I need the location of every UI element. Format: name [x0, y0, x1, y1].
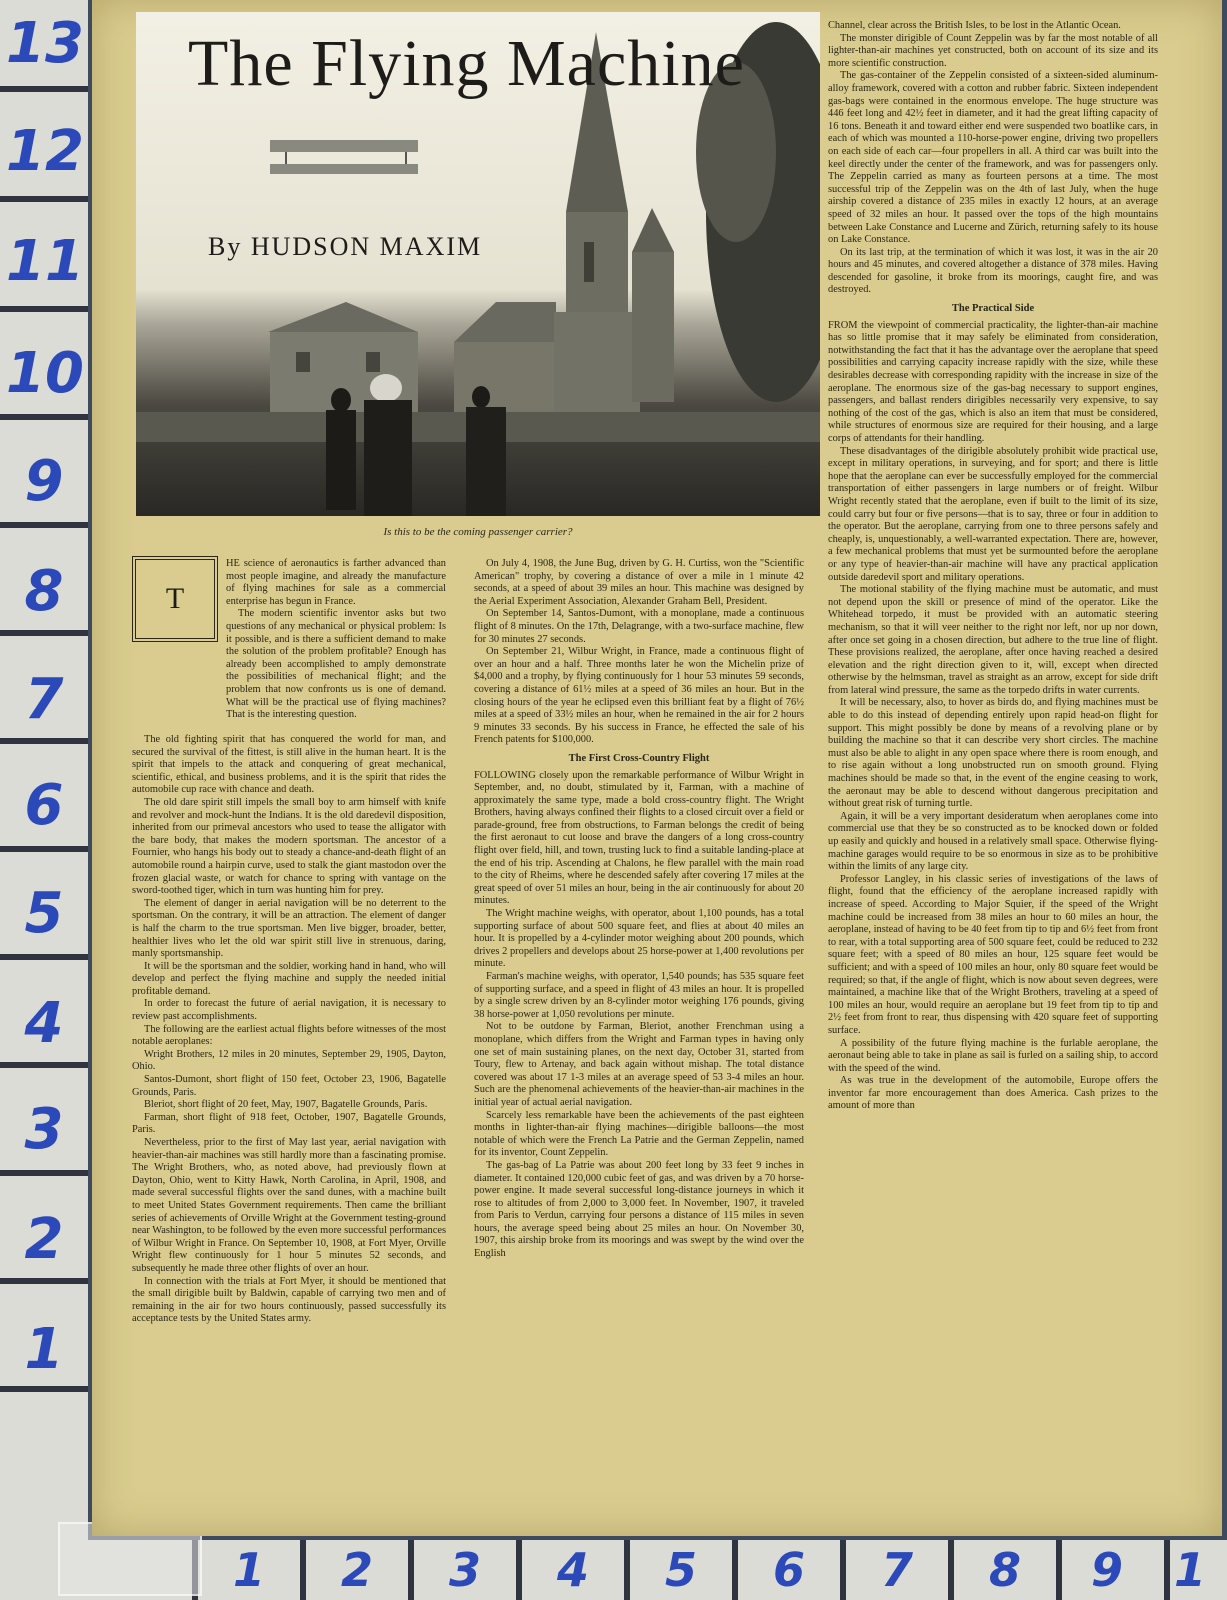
paragraph: The monster dirigible of Count Zeppelin was by far the most notable of all lighter-than-air machines yet constructed, both on account of its size and its more scientific construction. — [828, 32, 1158, 69]
ruler-number: 1 — [1173, 1543, 1206, 1597]
ruler-tick — [0, 1170, 88, 1176]
ruler-tick — [0, 1062, 88, 1068]
article-column-1 — [132, 734, 446, 1326]
ruler-number: 3 — [24, 1097, 64, 1162]
article-column-1-top — [226, 558, 446, 722]
article-column-2 — [474, 558, 804, 1261]
ruler-number: 2 — [340, 1543, 373, 1597]
ruler-tick — [0, 306, 88, 312]
article-photo — [136, 12, 820, 516]
magazine-page — [92, 0, 1222, 1536]
ruler-tick — [0, 1278, 88, 1284]
article-byline: By HUDSON MAXIM — [208, 232, 483, 261]
ruler-number: 1 — [24, 1317, 64, 1382]
ruler-tick — [0, 738, 88, 744]
ruler-tick — [0, 414, 88, 420]
ruler-tick — [300, 1540, 306, 1600]
ruler-tick — [0, 522, 88, 528]
paragraph: FOLLOWING closely upon the remarkable performance of Wilbur Wright in September, and, no doubt, stimulated by it, Farman, with a machine of approximately the same type, made a bold cross-country flight. The Wright Brothers, having always confined their flights to a closed circuit over a field or parade-ground, free from obstructions, to Farman belongs the credit of being the first aeronaut to cut loose and brave the dangers of a long cross-country flight over field, hill, and town, trusting luck to find a suitable landing-place at the end of his trip. Ascending at Chalons, he flew parallel with the main road to the city of Rheims, where he descended safely after covering 17 miles at the great speed of over 51 miles an hour, being in the air continuously for about 20 minutes. — [474, 769, 804, 907]
paragraph: Santos-Dumont, short flight of 150 feet, October 23, 1906, Bagatelle Grounds, Paris. — [132, 1074, 446, 1098]
ruler-number: 11 — [6, 229, 84, 294]
paragraph: The gas-bag of La Patrie was about 200 feet long by 33 feet 9 inches in diameter. It contained 120,000 cubic feet of gas, and was driven by a 70 horse-power engine. It made several successful long-distance journeys in which it rose to altitudes of from 2,000 to 3,000 feet. In November, 1907, it traveled from Paris to Verdun, carrying four persons a distance of 115 miles in seven hours, the average speed being about 25 miles an hour. On November 30, 1907, this airship broke from its moorings and was swept by the wind over the English — [474, 1159, 804, 1260]
ruler-number: 4 — [556, 1543, 589, 1597]
ruler-tick — [516, 1540, 522, 1600]
paragraph: The following are the earliest actual flights before witnesses of the most notable aeroplanes: — [132, 1023, 446, 1048]
ruler-number: 6 — [772, 1543, 805, 1597]
paragraph: The old dare spirit still impels the small boy to arm himself with knife and revolver and mock-hunt the Indians. It is the old daredevil disposition, inherited from our primeval ancestors who used to tease the alligator with the bare body, that makes the modern sportsman. The ancestor of a Fournier, who hangs his body out to steady a chance-and-death flight of an automobile round a hairpin curve, used to stalk the giant mastodon over the frozen glacial waste, or watch for chance to spring with vantage on the sword-toothed tiger, which in turn was hunting him for prey. — [132, 796, 446, 897]
ornamental-initial: T — [132, 556, 218, 642]
paragraph: It will be necessary, also, to hover as birds do, and flying machines must be able to do this instead of depending entirely upon rapid head-on flight for support. This might possibly be done by means of a revolving plane or by building the machine so that it can describe very short circles. The machine must also be able to alight in any open space where there is room enough, and to rise again without a long unobstructed run on smooth ground. Flying machines should be made so that, in the event of the engine ceasing to work, the aeronaut may be able to descend without dangerous precipitation and without great risk of turning turtle. — [828, 697, 1158, 810]
ruler-number: 9 — [24, 449, 64, 514]
paragraph: Bleriot, short flight of 20 feet, May, 1907, Bagatelle Grounds, Paris. — [144, 1099, 428, 1111]
ruler-number: 7 — [880, 1543, 913, 1597]
ruler-number: 2 — [24, 1207, 64, 1272]
left-ruler — [0, 0, 88, 1600]
paragraph: Farman's machine weighs, with operator, 1,540 pounds; has 535 square feet of supporting surface, and a speed in flight of 43 miles an hour. It is propelled by a single screw driven by an 8-cylinder motor weighing 176 pounds, giving 38 horse-power at 1,050 revolutions per minute. — [474, 971, 804, 1020]
paragraph: Scarcely less remarkable have been the achievements of the past eighteen months in lighter-than-air flying machines—dirigible balloons—the most notable of which were the French La Patrie and the German Zeppelin, named for its inventor, Count Zeppelin. — [474, 1109, 804, 1159]
paragraph: Wright Brothers, 12 miles in 20 minutes, September 29, 1905, Dayton, Ohio. — [132, 1048, 446, 1073]
paragraph: Farman, short flight of 918 feet, October, 1907, Bagatelle Grounds, Paris. — [132, 1111, 446, 1136]
paragraph: The element of danger in aerial navigation will be no deterrent to the sportsman. On the contrary, it will be an attraction. The element of danger is half the charm to the true sportsman. Men live bigger, broader, better, healthier lives who let the old war spirit still live in strenuous, daring, manly sportsmanship. — [132, 897, 446, 960]
paragraph: Channel, clear across the British Isles, to be lost in the Atlantic Ocean. — [828, 20, 1121, 31]
ruler-number: 3 — [448, 1543, 481, 1597]
section-heading: The Practical Side — [951, 303, 1035, 315]
paragraph: Not to be outdone by Farman, Bleriot, another Frenchman using a monoplane, which differs from the Wright and Farman types in having only one set of main sustaining planes, on the next day, October 31, started from Toury, flew to Artenay, and back again without mishap. The total distance covered was about 17 1-3 miles at an average speed of 53 3-4 miles an hour. Such are the phenomenal achievements of the heavier-than-air machines in the initial year of actual aerial navigation. — [474, 1021, 804, 1108]
ruler-number: 8 — [988, 1543, 1021, 1597]
ruler-number: 8 — [24, 559, 64, 624]
ruler-number: 5 — [664, 1543, 697, 1597]
ruler-number: 7 — [24, 667, 64, 732]
paragraph: The old fighting spirit that has conquered the world for man, and secured the survival of the fittest, is still alive in the human heart. It is the spirit that impels to the attack and conquering of great mechanical, scientific, ethical, and business problems, and it is the spirit that rides the automobile cup race with chance and death. — [132, 734, 446, 796]
paragraph: A possibility of the future flying machine is the furlable aeroplane, the aeronaut being able to take in plane as sail is furled on a sailing ship, to accord with the speed of the wind. — [828, 1037, 1158, 1074]
ruler-tick — [408, 1540, 414, 1600]
paragraph: The Wright machine weighs, with operator, about 1,100 pounds, has a total supporting surface of about 500 square feet, and flies at about 40 miles an hour. It is propelled by a 4-cylinder motor weighing about 200 pounds, which drives 2 propellers and develops about 25 horse-power at 1,400 revolutions per minute. — [474, 908, 804, 970]
paragraph: As was true in the development of the automobile, Europe offers the inventor far more encouragement than does America. Cash prizes to the amount of more than — [828, 1075, 1158, 1112]
ruler-number: 5 — [24, 881, 64, 946]
photo-caption: Is this to be the coming passenger carrier? — [383, 526, 573, 538]
ruler-tick — [0, 954, 88, 960]
paragraph: Nevertheless, prior to the first of May last year, aerial navigation with heavier-than-air machines was still hardly more than a fascinating promise. The Wright Brothers, who, as noted above, had previously flown at Dayton, Ohio, went to Kitty Hawk, North Carolina, in April, 1908, and made several successful flights over the sand dunes, with a machine built to meet United States Government requirements. Then came the brilliant series of achievements of Orville Wright at the Government testing-ground near Washington, to be followed by the even more successful performances of Wilbur Wright in France. On September 10, 1908, at Fort Myer, Orville Wright flew continuously for 1 hour 5 minutes 52 seconds, and subsequently he made three other flights of over an hour. — [132, 1137, 446, 1274]
ruler-number: 1 — [232, 1543, 265, 1597]
paragraph: FROM the viewpoint of commercial practicality, the lighter-than-air machine has so little promise that it may safely be eliminated from consideration, notwithstanding the fact that it has the advantage over the aeroplane that speed possibilities and carrying capacity increase rapidly with the size, while these desirables decrease with corresponding rapidity with the increase in size of the aeroplane. The enormous size of the gas-bag necessary to support engines, passengers, and ballast renders dirigibles necessarily very expensive, to say nothing of the cost of the gas, which is also an item that must be considered, while structures of enormous size are required for their housing, and a large corps of attendants for their handling. — [828, 319, 1158, 444]
ruler-number: 10 — [6, 341, 84, 406]
section-heading: The First Cross-Country Flight — [568, 752, 710, 764]
paragraph: Professor Langley, in his classic series of investigations of the laws of flight, found that the efficiency of the aeroplane increased rapidly with increase of speed. According to Major Squier, if the speed of the Wright machine could be increased from 38 miles an hour to 60 miles an hour, the aeroplane, instead of having to be 40 feet from tip to tip and 6½ feet from front to rear, with a total supporting area of 500 square feet, could be reduced to 232 square feet; with a speed of 80 miles an hour, 125 square feet would be sufficient; and with a speed of 100 miles an hour, only 80 square feet would be required; so that, if the angle of flight, which is now about seven degrees, were maintained, a machine like that of the Wright Brothers, traveling at a speed of 100 miles an hour, would require an aeroplane but 19 feet from tip to tip and 2½ feet from front to rear, thus dispensing with 420 square feet of supporting surface. — [828, 873, 1158, 1036]
ruler-number: 4 — [24, 991, 64, 1056]
ruler-tick — [0, 86, 88, 92]
paragraph: In order to forecast the future of aerial navigation, it is necessary to review past accomplishments. — [132, 998, 446, 1023]
ruler-tick — [0, 630, 88, 636]
ruler-tick — [624, 1540, 630, 1600]
paragraph: On September 14, Santos-Dumont, with a monoplane, made a continuous flight of 8 minutes. On the 17th, Delagrange, with a two-surface machine, flew for 30 minutes 27 seconds. — [474, 608, 804, 645]
article-column-3 — [828, 20, 1158, 1113]
paragraph: Again, it will be a very important desideratum when aeroplanes come into commercial use that they be so constructed as to be knocked down or folded up easily and quickly and housed in a relatively small space. Otherwise flying-machine garages would require to be so enormous in size as to be prohibitive within the limits of any large city. — [828, 810, 1158, 873]
paragraph: On July 4, 1908, the June Bug, driven by G. H. Curtiss, won the "Scientific American" trophy, by covering a distance of over a mile in 1 minute 42 seconds, at a speed of about 39 miles an hour. This machine was designed by the Aerial Experiment Association, Alexander Graham Bell, President. — [474, 558, 804, 607]
ruler-tick — [0, 196, 88, 202]
article-title: The Flying Machine — [188, 27, 745, 100]
ruler-tick — [948, 1540, 954, 1600]
ruler-number: 9 — [1090, 1543, 1123, 1597]
paragraph: In connection with the trials at Fort Myer, it should be mentioned that the small dirigible built by Baldwin, capable of carrying two men and of remaining in the air for two hours continuously, passed successfully its acceptance tests by the United States army. — [132, 1275, 446, 1325]
ruler-tick — [840, 1540, 846, 1600]
ruler-number: 6 — [24, 773, 64, 838]
paragraph: These disadvantages of the dirigible absolutely prohibit wide practical use, except in military operations, in surveying, and for sport; and there is little hope that the aeroplane can ever be successfully employed for the commercial transportation of either passengers in large numbers or of freight. Wilbur Wright recently stated that the aeroplane, even if built to the limit of its size, could carry but four or five persons—that is to say, three or four in addition to the operator. But the aeroplane, carrying from one to three persons safely and cheaply, is, unquestionably, a well-warranted expectation. There are, however, a few mechanical problems that must yet be surmounted before the aeroplane or any type of heavier-than-air machine will have any practical application outside daredevil sport and military operations. — [828, 445, 1158, 583]
ruler-number: 12 — [6, 119, 84, 184]
paragraph: It will be the sportsman and the soldier, working hand in hand, who will develop and perfect the flying machine and supply the needed initial profitable demand. — [132, 960, 446, 997]
paragraph: The gas-container of the Zeppelin consisted of a sixteen-sided aluminum-alloy framework, covered with a cotton and rubber fabric. Sixteen independent gas-bags were contained in the enormous envelope. The huge structure was 446 feet long and 42½ feet in diameter, and it had the great lifting capacity of 16 tons. Beneath it and toward either end were suspended two boatlike cars, in each of which was mounted a 110-horse-power engine, driving two propellers on each side of each car—four propellers in all. A third car was built into the keel directly under the center of the framework, and was for passengers only. The Zeppelin carried as many as fourteen persons at a time. The most successful trip of the Zeppelin was on the 4th of last July, when the huge airship covered a distance of 235 miles in exactly 12 hours, at an average speed of 32 miles an hour. It passed over the tops of the high mountains between Lake Constance and Lucerne and Zürich, returning safely to its house on Lake Constance. — [828, 70, 1158, 246]
paragraph: HE science of aeronautics is farther advanced than most people imagine, and already the manufacture of flying machines for sale as a commercial enterprise has begun in France. — [226, 558, 446, 607]
paragraph: On its last trip, at the termination of which it was lost, it was in the air 20 hours and 45 minutes, and covered altogether a distance of 378 miles. Having descended for gasoline, it broke from its moorings, caught fire, and was destroyed. — [828, 246, 1158, 296]
ruler-tick — [732, 1540, 738, 1600]
paragraph: The motional stability of the flying machine must be automatic, and must not depend upon the skill or presence of mind of the operator. Like the Whitehead torpedo, it must be provided with an automatic steering mechanism, so that it will veer neither to the right nor left, nor up nor down, after once set going in a chosen direction, but adhere to the true line of flight. These provisions realized, the aeroplane, after once having reached a desired elevation and the right direction given to it, will, except when directed otherwise by the helmsman, travel as straight as an arrow, except for side drift from lateral wind pressure, the same as the torpedo drifts in water currents. — [828, 584, 1158, 696]
ruler-tick — [0, 1386, 88, 1392]
ruler-tick — [0, 846, 88, 852]
paragraph: On September 21, Wilbur Wright, in France, made a continuous flight of over an hour and a half. Three months later he won the Michelin prize of $4,000 and a trophy, by flying continuously for 1 hour 53 minutes 59 seconds, covering a distance of 61½ miles at a speed of 36 miles an hour. But in the closing hours of the year he eclipsed even this brilliant feat by a flight of 76½ miles at a speed of 33½ miles an hour, when he remained in the air for 2 hours 9 minutes 33 seconds. By his success in France, he effected the sale of his French patents for $100,000. — [474, 646, 804, 746]
ruler-number: 13 — [6, 11, 84, 76]
paragraph: The modern scientific inventor asks but two questions of any mechanical or physical problem: Is it possible, and is there a sufficient demand to make the solution of the problem profitable? Enough has already been accomplished to amply demonstrate the possibilities of mechanical flight; and the problem that now confronts us is one of demand. What will be the practical use of flying machines? That is the interesting question. — [226, 608, 446, 721]
